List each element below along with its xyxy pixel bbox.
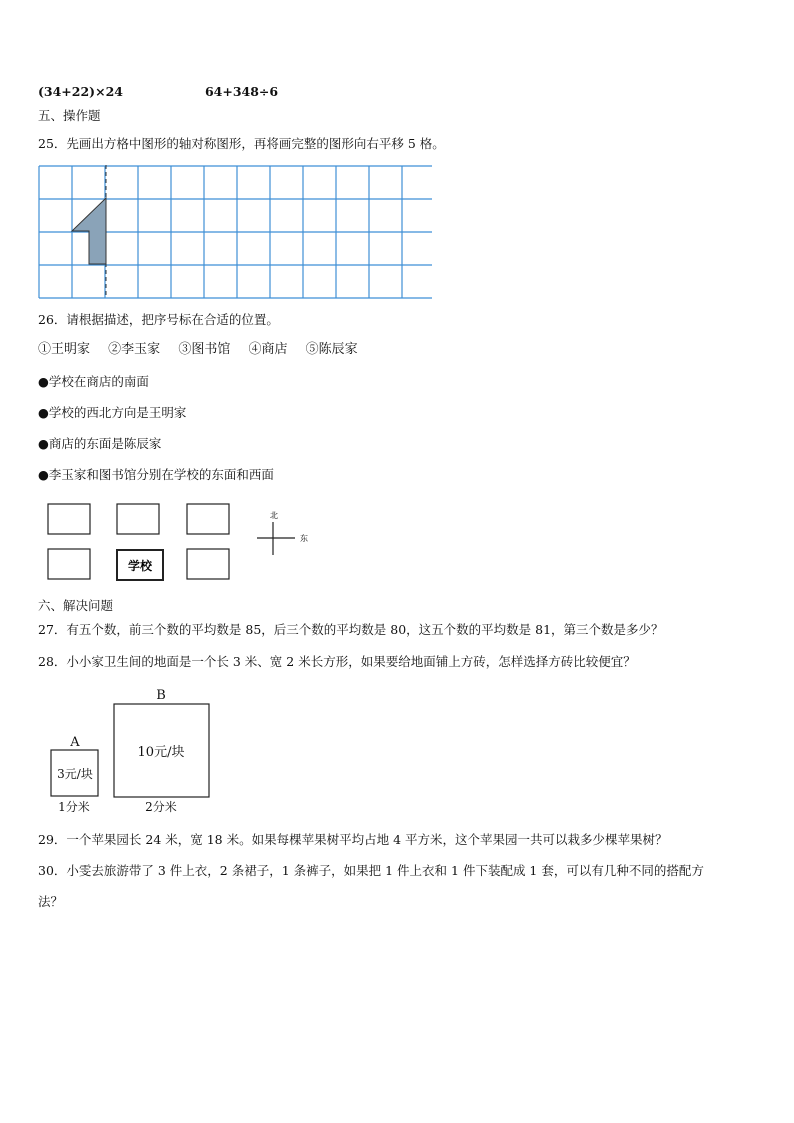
q25-text: 25．先画出方格中图形的轴对称图形，再将画完整的图形向右平移 5 格。	[38, 136, 445, 151]
q28-tiles	[38, 686, 228, 816]
q27-text: 27．有五个数，前三个数的平均数是 85，后三个数的平均数是 80，这五个数的平均数是 81，第三个数是多少？	[38, 622, 664, 637]
option-wang: ①王明家	[38, 342, 91, 357]
tile-b-name: B	[156, 688, 166, 703]
map-box-top-middle	[117, 504, 159, 534]
q26-options	[38, 342, 372, 358]
tile-a-name: A	[70, 735, 80, 750]
option-chen: ⑤陈辰家	[305, 342, 358, 357]
section-5-heading: 五、操作题	[38, 108, 101, 123]
q25-grid	[38, 165, 432, 299]
school-label: 学校	[127, 559, 153, 573]
map-box-bottom-left	[48, 549, 90, 579]
tile-a-size: 1分米	[58, 800, 90, 814]
q28-text: 28．小小家卫生间的地面是一个长 3 米、宽 2 米长方形，如果要给地面铺上方砖，怎样选择方砖比较便宜？	[38, 654, 636, 669]
clue-1: ●学校在商店的南面	[38, 374, 149, 389]
map-box-top-right	[187, 504, 229, 534]
tile-a-price: 3元/块	[57, 767, 93, 781]
q26-map	[38, 497, 328, 589]
map-box-top-left	[48, 504, 90, 534]
q29-text: 29．一个苹果园长 24 米，宽 18 米。如果每棵苹果树平均占地 4 平方米，这个苹果园一共可以栽多少棵苹果树？	[38, 832, 668, 847]
clue-4: ●李玉家和图书馆分别在学校的东面和西面	[38, 467, 274, 482]
expression-1: (34+22)×24	[38, 84, 123, 99]
tile-b-size: 2分米	[145, 800, 177, 814]
tile-b-price: 10元/块	[137, 745, 185, 760]
section-6-heading: 六、解决问题	[38, 598, 114, 613]
calc-row	[38, 84, 278, 100]
compass	[257, 522, 295, 555]
q26-text: 26．请根据描述，把序号标在合适的位置。	[38, 312, 279, 327]
clue-3: ●商店的东面是陈辰家	[38, 436, 162, 451]
compass-north: 北	[270, 511, 278, 520]
option-shop: ④商店	[248, 342, 288, 357]
map-box-bottom-right	[187, 549, 229, 579]
q30-text-line-1: 30．小雯去旅游带了 3 件上衣，2 条裙子，1 条裤子，如果把 1 件上衣和 1 件下装配成 1 套，可以有几种不同的搭配方	[38, 863, 704, 878]
option-li: ②李玉家	[108, 342, 161, 357]
q25-shape	[72, 198, 106, 264]
clue-2: ●学校的西北方向是王明家	[38, 405, 187, 420]
q30-text-line-2: 法？	[38, 894, 64, 909]
option-library: ③图书馆	[178, 342, 231, 357]
compass-east: 东	[300, 534, 308, 543]
expression-2: 64+348÷6	[204, 84, 279, 99]
